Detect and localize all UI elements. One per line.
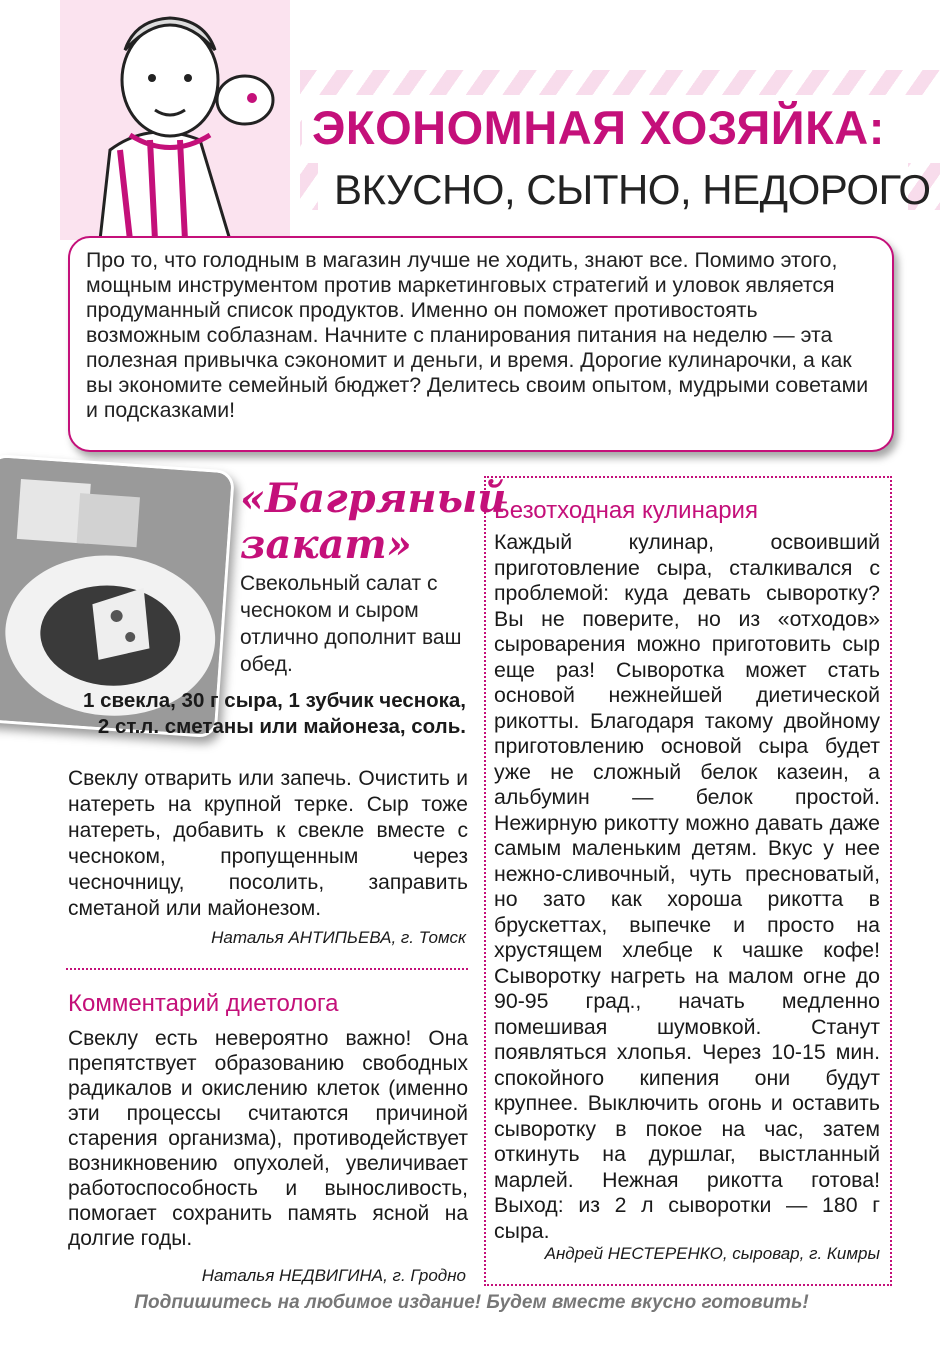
housewife-illustration [0, 0, 290, 240]
zero-waste-text: Каждый кулинар, освоивший приготовление сыра, сталкивался с проблемой: куда девать сыворотку? Вы не поверите, но из «отходов» сыроварения можно приготовить сыр еще раз! Сыворотка может стать основой нежнейшей диетической рикотты. Благодаря такому двойному приготовлению основой сыра будет уже не сложный белок казеин, а альбумин — белок простой. Нежирную рикотту можно давать даже самым маленьким детям. Вкус у нее нежно-сливочный, чуть пресноватый, но зато как хороша рикотта в брускеттах, выпечке и просто на хрустящем хлебце к чашке кофе! Сыворотку нагреть на малом огне до 90-95 град., начать медленно помешивая шумовкой. Станут появляться хлопья. Через 10-15 мин. спокойного кипения они будут крупнее. Выключить огонь и оставить сыворотку в покое на час, затем откинуть на дуршлаг, выстланный марлей. Нежная рикотта готова! Выход: из 2 л сыворотки — 180 г сыра. [494, 530, 880, 1243]
recipe-ingredients: 1 свекла, 30 г сыра, 1 зубчик чеснока, 2 ст.л. сметаны или майонеза, соль. [83, 689, 466, 738]
recipe-title: «Багряный закат» [240, 475, 507, 568]
zero-waste-heading: Безотходная кулинария [494, 497, 758, 524]
section-divider [66, 968, 468, 970]
page-title: ЭКОНОМНАЯ ХОЗЯЙКА: [312, 101, 885, 154]
page-subtitle: ВКУСНО, СЫТНО, НЕДОРОГО [334, 166, 931, 213]
recipe-author: Наталья АНТИПЬЕВА, г. Томск [211, 928, 466, 947]
intro-box [68, 236, 894, 452]
comment-text: Свеклу есть невероятно важно! Она препятствует образованию свободных радикалов и окислению клеток (именно эти процессы считаются причиной старения организма), противодействует возникновению опухолей, увеличивает работоспособность и выносливость, помогает сохранить память ясной на долгие годы. [68, 1027, 468, 1250]
intro-text: Про то, что голодным в магазин лучше не ходить, знают все. Помимо этого, мощным инструментом против маркетинговых стратегий и уловок является продуманный список продуктов. Именно он поможет противостоять возможным соблазнам. Начните с планирования питания на неделю — эта полезная привычка сэкономит и деньги, и время. Дорогие кулинарочки, а как вы экономите семейный бюджет? Делитесь своим опытом, мудрыми советами и подсказками! [86, 248, 869, 422]
comment-heading: Комментарий диетолога [68, 990, 339, 1017]
footer-slogan: Подпишитесь на любимое издание! Будем вместе вкусно готовить! [134, 1292, 809, 1313]
zero-waste-author: Андрей НЕСТЕРЕНКО, сыровар, г. Кимры [544, 1244, 880, 1263]
comment-author: Наталья НЕДВИГИНА, г. Гродно [201, 1266, 466, 1285]
recipe-method: Свеклу отварить или запечь. Очистить и натереть на крупной терке. Сыр тоже натереть, добавить к свекле вместе с чесноком, пропущенным через чесночницу, посолить, заправить сметаной или майонезом. [68, 767, 468, 920]
recipe-subtitle: Свекольный салат с чесноком и сыром отлично дополнит ваш обед. [240, 572, 462, 676]
